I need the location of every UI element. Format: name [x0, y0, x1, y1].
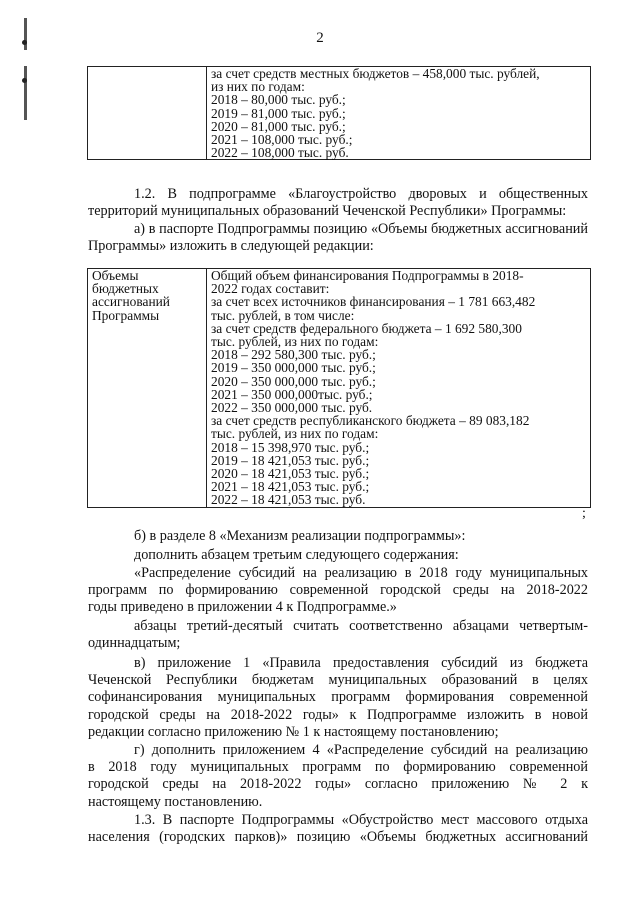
paragraph-b-addition [88, 547, 588, 564]
paragraph-line: «Распределение субсидий на реализацию в 2018 году муниципальных [134, 565, 588, 581]
table-line: 2022 – 108,000 тыс. руб. [211, 145, 349, 161]
paragraph-line: программ по формированию современной городской среды на 2018-2022 [88, 582, 588, 599]
table-row [88, 67, 591, 160]
paragraph-line: годы приведено в приложении 4 к Подпрограмме.» [88, 599, 397, 616]
paragraph-v [88, 655, 588, 741]
paragraph-line: городской среды на 2018-2022 годы» согласно приложению № 2 к [88, 776, 588, 793]
table-line: 2021 – 108,000 тыс. руб.; [211, 132, 353, 148]
paragraph-line: территорий муниципальных образований Чеченской Республики» Программы: [88, 203, 567, 220]
table-line: за счет всех источников финансирования – 1 781 663,482 [211, 294, 536, 310]
table-line: 2021 – 18 421,053 тыс. руб.; [211, 479, 370, 495]
table-line: за счет средств местных бюджетов – 458,000 тыс. рублей, [211, 66, 540, 81]
paragraph-line: софинансирования муниципальных программ формирования современной [88, 689, 588, 706]
table-line: 2022 годах составит: [211, 281, 330, 297]
table-line: 2018 – 15 398,970 тыс. руб.; [211, 439, 370, 455]
funding-table-continued [87, 66, 591, 160]
paragraph-line: дополнить абзацем третьим следующего содержания: [134, 547, 459, 563]
table-line: 2019 – 81,000 тыс. руб.; [211, 105, 346, 121]
paragraph-line: в 2018 году муниципальных программ по формированию современной [88, 759, 588, 776]
table-line: 2019 – 18 421,053 тыс. руб.; [211, 452, 370, 468]
table-line: Объемы [92, 268, 139, 283]
paragraph-line: одиннадцатым; [88, 635, 181, 652]
table-line: за счет средств республиканского бюджета – 89 083,182 [211, 413, 530, 429]
table-line: тыс. рублей, из них по годам: [211, 334, 379, 350]
paragraph-line: 1.3. В паспорте Подпрограммы «Обустройство мест массового отдыха [134, 812, 588, 828]
table-line: 2020 – 81,000 тыс. руб.; [211, 118, 346, 134]
table-line: тыс. рублей, из них по годам: [211, 426, 379, 442]
paragraph-a [88, 221, 588, 255]
table-line: 2020 – 350 000,000 тыс. руб.; [211, 373, 376, 389]
table-line: Программы [92, 307, 160, 323]
paragraph-line: Программы» изложить в следующей редакции: [88, 238, 374, 255]
paragraph-line: городской среды на 2018-2022 годы» к Подпрограмме изложить в новой [88, 706, 588, 723]
table-line: 2018 – 80,000 тыс. руб.; [211, 92, 346, 108]
table-line: Общий объем финансирования Подпрограммы в 2018- [211, 268, 524, 283]
paragraph-line: г) дополнить приложением 4 «Распределение субсидий на реализацию [134, 742, 588, 758]
paragraph-renumbering [88, 618, 588, 652]
paragraph-line: в) приложение 1 «Правила предоставления субсидий из бюджета [134, 655, 588, 671]
budget-allocations-table [87, 268, 591, 508]
paragraph-line: настоящему постановлению. [88, 793, 263, 810]
table-cell-local-budget [207, 67, 591, 160]
paragraph-line: редакции согласно приложению № 1 к настоящему постановлению; [88, 723, 499, 740]
table-line: ассигнований [92, 294, 170, 310]
table-cell-empty [88, 67, 207, 160]
table-line: за счет средств федерального бюджета – 1 692 580,300 [211, 320, 522, 336]
paragraph-g [88, 742, 588, 811]
table-line: 2018 – 292 580,300 тыс. руб.; [211, 347, 376, 363]
paragraph-line: 1.2. В подпрограмме «Благоустройство дворовых и общественных [134, 186, 588, 202]
page-number: 2 [316, 30, 324, 46]
stray-semicolon: ; [582, 506, 586, 521]
table-line: бюджетных [92, 281, 159, 297]
paragraph-1-2 [88, 186, 588, 220]
paragraph-line: б) в разделе 8 «Механизм реализации подпрограммы»: [134, 528, 466, 544]
table-cell-funding-details [207, 269, 591, 508]
table-line: 2021 – 350 000,000тыс. руб.; [211, 386, 373, 402]
paragraph-line: Чеченской Республики бюджетам муниципальных образований в целях [88, 672, 588, 689]
margin-scan-mark [24, 66, 27, 120]
table-line: 2019 – 350 000,000 тыс. руб.; [211, 360, 376, 376]
table-line: 2022 – 18 421,053 тыс. руб. [211, 492, 366, 508]
table-line: из них по годам: [211, 79, 305, 95]
paragraph-line: абзацы третий-десятый считать соответственно абзацами четвертым- [134, 618, 588, 634]
paragraph-line: а) в паспорте Подпрограммы позицию «Объемы бюджетных ассигнований [134, 221, 588, 237]
table-row [88, 269, 591, 508]
table-cell-label [88, 269, 207, 508]
paragraph-quote [88, 565, 588, 617]
paragraph-line: населения (городских парков)» позицию «Объемы бюджетных ассигнований [88, 829, 588, 846]
paragraph-b [88, 528, 588, 545]
table-line: 2022 – 350 000,000 тыс. руб. [211, 400, 373, 416]
table-line: 2020 – 18 421,053 тыс. руб.; [211, 466, 370, 482]
margin-dot [22, 78, 27, 83]
table-line: тыс. рублей, в том числе: [211, 307, 355, 323]
paragraph-1-3 [88, 812, 588, 846]
